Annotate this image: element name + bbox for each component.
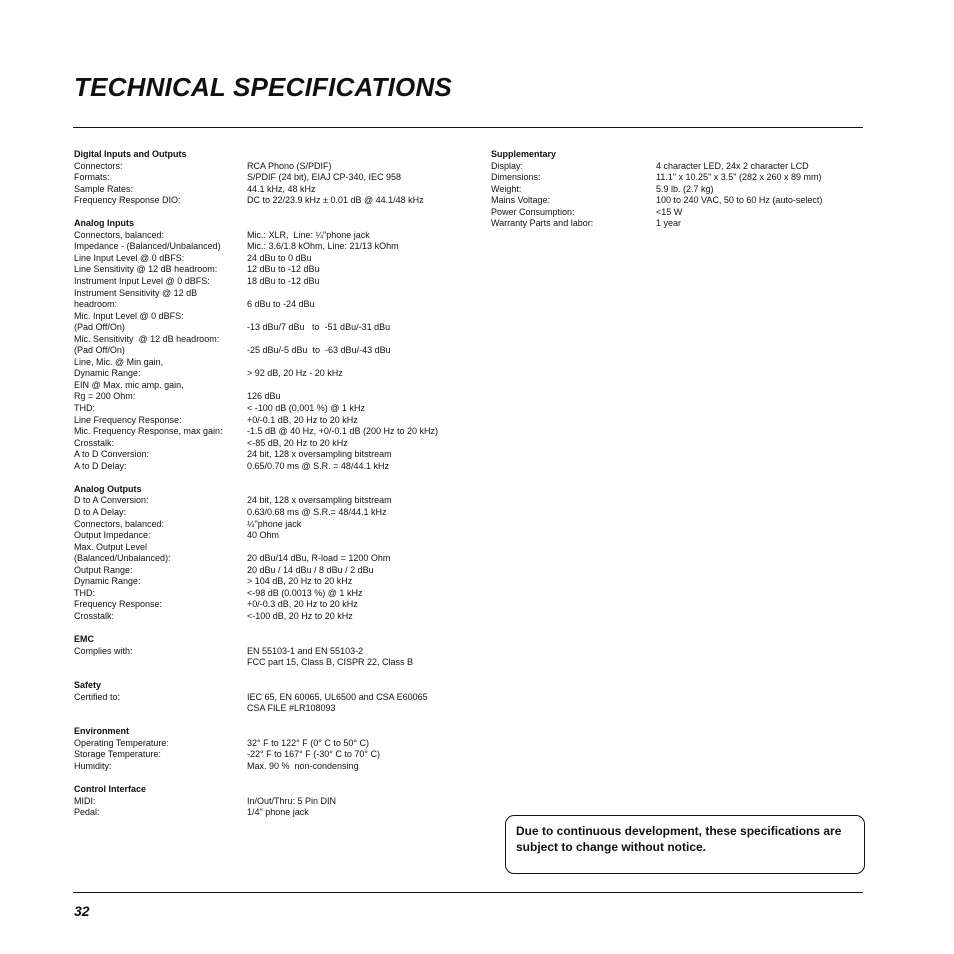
spec-label: Crosstalk: xyxy=(74,610,115,621)
spec-value: 24 bit, 128 x oversampling bitstream xyxy=(247,449,392,460)
spec-label: Line Sensitivity @ 12 dB headroom: xyxy=(74,264,218,275)
spec-label: Power Consumption: xyxy=(491,206,575,217)
spec-value: 1 year xyxy=(656,218,682,229)
spec-label: Formats: xyxy=(74,172,110,183)
spec-value: +0/-0.3 dB, 20 Hz to 20 kHz xyxy=(247,599,358,610)
spec-row xyxy=(74,519,474,531)
spec-value: -25 dBu/-5 dBu to -63 dBu/-43 dBu xyxy=(247,345,391,356)
spec-row xyxy=(491,207,863,219)
spec-label: (Balanced/Unbalanced): xyxy=(74,553,171,564)
spec-row xyxy=(74,807,474,819)
spec-row xyxy=(74,611,474,623)
spec-value: 24 dBu to 0 dBu xyxy=(247,252,312,263)
spec-label: A to D Delay: xyxy=(74,460,127,471)
spec-value: > 92 dB, 20 Hz - 20 kHz xyxy=(247,368,343,379)
spec-label: Connectors, balanced: xyxy=(74,229,165,240)
spec-row xyxy=(74,703,474,715)
spec-label: THD: xyxy=(74,403,95,414)
spec-row xyxy=(74,415,474,427)
spec-row xyxy=(74,530,474,542)
spec-section xyxy=(74,680,474,715)
spec-row xyxy=(74,738,474,750)
section-title: EMC xyxy=(74,633,94,644)
spec-section xyxy=(74,784,474,819)
spec-label: Certified to: xyxy=(74,691,121,702)
spec-label: Instrument Sensitivity @ 12 dB xyxy=(74,287,198,298)
spec-label: MIDI: xyxy=(74,795,96,806)
spec-row xyxy=(74,241,474,253)
spec-label: Frequency Response: xyxy=(74,599,163,610)
spec-row xyxy=(74,161,474,173)
spec-label: Connectors: xyxy=(74,160,123,171)
spec-row xyxy=(74,322,474,334)
spec-label: D to A Delay: xyxy=(74,506,127,517)
spec-value: 20 dBu/14 dBu, R-load = 1200 Ohm xyxy=(247,553,391,564)
specs-right-column xyxy=(491,149,863,241)
spec-value: RCA Phono (S/PDIF) xyxy=(247,160,332,171)
spec-label: Mic. Sensitivity @ 12 dB headroom: xyxy=(74,333,220,344)
spec-row xyxy=(74,438,474,450)
spec-value: 11.1" x 10.25" x 3.5" (282 x 260 x 89 mm) xyxy=(656,172,822,183)
spec-label: THD: xyxy=(74,587,95,598)
spec-value: -22° F to 167° F (-30° C to 70° C) xyxy=(247,749,380,760)
spec-value: <-98 dB (0.0013 %) @ 1 kHz xyxy=(247,587,363,598)
section-title: Digital Inputs and Outputs xyxy=(74,149,187,159)
spec-label: Storage Temperature: xyxy=(74,749,161,760)
spec-row xyxy=(74,380,474,392)
spec-row xyxy=(491,172,863,184)
spec-label: Crosstalk: xyxy=(74,437,115,448)
spec-row xyxy=(74,391,474,403)
spec-section xyxy=(74,726,474,772)
section-title: Analog Inputs xyxy=(74,218,134,229)
spec-value: EN 55103-1 and EN 55103-2 xyxy=(247,645,364,656)
spec-row xyxy=(74,761,474,773)
spec-value: 40 Ohm xyxy=(247,530,280,541)
spec-label: Output Impedance: xyxy=(74,530,151,541)
spec-section xyxy=(74,634,474,669)
spec-row xyxy=(74,449,474,461)
spec-label: Connectors, balanced: xyxy=(74,518,165,529)
page-title: TECHNICAL SPECIFICATIONS xyxy=(74,72,452,102)
spec-value: < -100 dB (0,001 %) @ 1 kHz xyxy=(247,403,365,414)
spec-row xyxy=(74,599,474,611)
spec-value: 20 dBu / 14 dBu / 8 dBu / 2 dBu xyxy=(247,564,374,575)
spec-label: (Pad Off/On) xyxy=(74,322,125,333)
spec-row xyxy=(74,507,474,519)
spec-row xyxy=(74,184,474,196)
spec-label: Mains Voltage: xyxy=(491,195,551,206)
spec-row xyxy=(74,657,474,669)
spec-label: Line Input Level @ 0 dBFS: xyxy=(74,252,185,263)
spec-label: Frequency Response DIO: xyxy=(74,195,181,206)
spec-row xyxy=(74,253,474,265)
spec-row xyxy=(491,184,863,196)
spec-row xyxy=(74,692,474,704)
spec-label: Weight: xyxy=(491,183,522,194)
spec-value: IEC 65, EN 60065, UL6500 and CSA E60065 xyxy=(247,691,428,702)
page-number: 32 xyxy=(74,903,90,919)
spec-row xyxy=(74,264,474,276)
spec-value: 0.63/0.68 ms @ S.R.= 48/44.1 kHz xyxy=(247,506,387,517)
spec-row xyxy=(74,426,474,438)
spec-row xyxy=(491,195,863,207)
spec-value: ¼"phone jack xyxy=(247,518,302,529)
spec-row xyxy=(74,461,474,473)
spec-value: FCC part 15, Class B, CISPR 22, Class B xyxy=(247,657,414,668)
spec-section xyxy=(74,484,474,623)
spec-label: Line, Mic. @ Min gain, xyxy=(74,356,164,367)
spec-section xyxy=(491,149,863,230)
spec-label: headroom: xyxy=(74,299,118,310)
top-divider xyxy=(73,127,863,128)
bottom-divider xyxy=(73,892,863,893)
section-title: Supplementary xyxy=(491,149,557,159)
spec-value: +0/-0.1 dB, 20 Hz to 20 kHz xyxy=(247,414,358,425)
section-title: Environment xyxy=(74,726,130,737)
spec-value: 5.9 lb. (2.7 kg) xyxy=(656,183,714,194)
specs-left-column xyxy=(74,149,474,830)
spec-label: Mic. Input Level @ 0 dBFS: xyxy=(74,310,184,321)
spec-row xyxy=(74,276,474,288)
spec-row xyxy=(74,588,474,600)
spec-row xyxy=(74,368,474,380)
spec-label: Dynamic Range: xyxy=(74,368,141,379)
spec-value: S/PDIF (24 bit), EIAJ CP-340, IEC 958 xyxy=(247,172,402,183)
spec-label: Warranty Parts and labor: xyxy=(491,218,594,229)
spec-value: 18 dBu to -12 dBu xyxy=(247,276,320,287)
spec-label xyxy=(74,703,247,715)
spec-label: Dynamic Range: xyxy=(74,576,141,587)
spec-label: Mic. Frequency Response, max gain: xyxy=(74,426,223,437)
spec-label: Instrument Input Level @ 0 dBFS: xyxy=(74,276,210,287)
spec-row xyxy=(491,218,863,230)
spec-label: A to D Conversion: xyxy=(74,449,150,460)
spec-label: Humidity: xyxy=(74,760,112,771)
spec-label: Operating Temperature: xyxy=(74,737,169,748)
spec-row xyxy=(74,311,474,323)
spec-label: Pedal: xyxy=(74,807,100,818)
spec-label: Output Range: xyxy=(74,564,133,575)
section-title: Analog Outputs xyxy=(74,483,142,494)
section-title: Safety xyxy=(74,680,102,691)
spec-value: Mic.: 3.6/1.8 kOhm, Line: 21/13 kOhm xyxy=(247,241,399,252)
spec-label: Impedance - (Balanced/Unbalanced) xyxy=(74,241,221,252)
spec-row xyxy=(74,403,474,415)
spec-label: Display: xyxy=(491,160,524,171)
spec-label: Complies with: xyxy=(74,645,133,656)
spec-value: <-85 dB, 20 Hz to 20 kHz xyxy=(247,437,348,448)
spec-label: Rg = 200 Ohm: xyxy=(74,391,136,402)
spec-row xyxy=(74,288,474,300)
spec-value: DC to 22/23.9 kHz ± 0.01 dB @ 44.1/48 kHz xyxy=(247,195,424,206)
spec-row xyxy=(74,230,474,242)
spec-row xyxy=(74,172,474,184)
spec-row xyxy=(74,334,474,346)
spec-value: 100 to 240 VAC, 50 to 60 Hz (auto-select) xyxy=(656,195,823,206)
spec-row xyxy=(74,542,474,554)
spec-row xyxy=(74,576,474,588)
spec-value: In/Out/Thru: 5 Pin DIN xyxy=(247,795,337,806)
spec-value: 6 dBu to -24 dBu xyxy=(247,299,315,310)
spec-value: 126 dBu xyxy=(247,391,281,402)
spec-row xyxy=(74,495,474,507)
spec-label: Dimensions: xyxy=(491,172,541,183)
spec-value: <-100 dB, 20 Hz to 20 kHz xyxy=(247,610,353,621)
spec-row xyxy=(74,646,474,658)
spec-value: > 104 dB, 20 Hz to 20 kHz xyxy=(247,576,353,587)
spec-value: Mic.: XLR, Line: ¼"phone jack xyxy=(247,229,370,240)
spec-value: -1.5 dB @ 40 Hz, +0/-0.1 dB (200 Hz to 20 kHz) xyxy=(247,426,438,437)
spec-value: <15 W xyxy=(656,206,683,217)
spec-row xyxy=(74,299,474,311)
spec-label xyxy=(74,657,247,669)
notice-text: Due to continuous development, these specifications are subject to change without notice. xyxy=(516,824,842,854)
spec-label: Max. Output Level xyxy=(74,541,148,552)
spec-value: 4 character LED, 24x 2 character LCD xyxy=(656,160,809,171)
spec-row xyxy=(74,357,474,369)
spec-value: 24 bit, 128 x oversampling bitstream xyxy=(247,495,392,506)
spec-label: EIN @ Max. mic amp. gain, xyxy=(74,379,184,390)
spec-label: Sample Rates: xyxy=(74,183,134,194)
spec-value: 1/4" phone jack xyxy=(247,807,309,818)
notice-box xyxy=(505,815,865,874)
spec-value: -13 dBu/7 dBu to -51 dBu/-31 dBu xyxy=(247,322,391,333)
spec-label: Line Frequency Response: xyxy=(74,414,182,425)
spec-row xyxy=(74,345,474,357)
spec-row xyxy=(74,796,474,808)
spec-value: Max. 90 % non-condensing xyxy=(247,760,359,771)
spec-row xyxy=(74,565,474,577)
spec-row xyxy=(74,749,474,761)
spec-row xyxy=(491,161,863,173)
spec-label: (Pad Off/On) xyxy=(74,345,125,356)
spec-value: 0.65/0.70 ms @ S.R. = 48/44.1 kHz xyxy=(247,460,389,471)
spec-value: 12 dBu to -12 dBu xyxy=(247,264,320,275)
spec-value: 44.1 kHz, 48 kHz xyxy=(247,183,316,194)
spec-row xyxy=(74,195,474,207)
section-title: Control Interface xyxy=(74,784,147,795)
spec-value: CSA FILE #LR108093 xyxy=(247,703,336,714)
spec-section xyxy=(74,218,474,472)
spec-row xyxy=(74,553,474,565)
spec-section xyxy=(74,149,474,207)
spec-label: D to A Conversion: xyxy=(74,495,149,506)
spec-value: 32° F to 122° F (0° C to 50° C) xyxy=(247,737,369,748)
